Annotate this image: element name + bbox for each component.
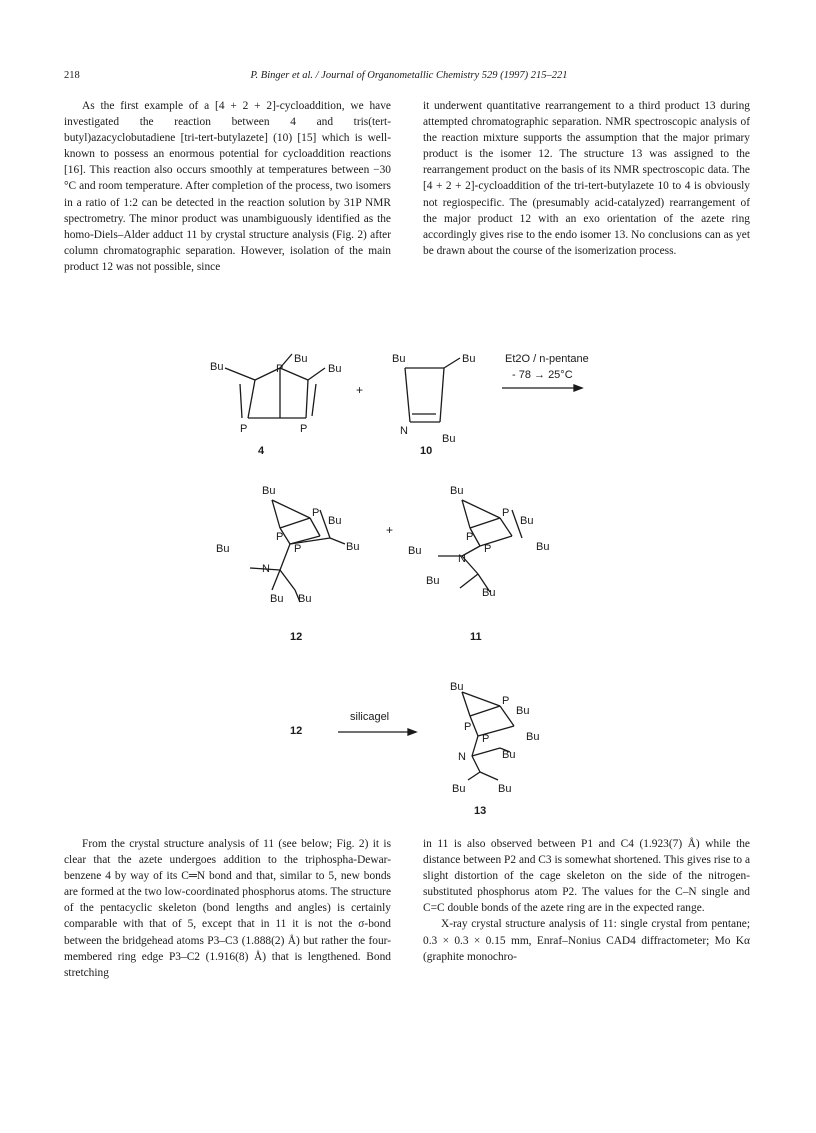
structure-12 [216, 485, 359, 643]
compound-label: 10 [420, 445, 433, 457]
structure-13 [450, 681, 539, 817]
structure-10 [392, 353, 475, 457]
structure-11 [408, 485, 549, 643]
atom-label: N [262, 563, 270, 575]
page-number: 218 [64, 70, 80, 81]
tbu-label: Bu [502, 749, 516, 761]
column-left-top [64, 98, 391, 275]
column-left-bottom [64, 836, 391, 981]
atom-label: P [312, 507, 320, 519]
tbu-label: Bu [328, 515, 342, 527]
plus-sign: + [386, 523, 394, 537]
atom-label: P [482, 733, 490, 745]
running-title: P. Binger et al. / Journal of Organometallic Chemistry 529 (1997) 215–221 [250, 70, 568, 81]
tbu-label: Bu [210, 361, 224, 373]
tbu-label: Bu [294, 353, 308, 365]
column-right-top [423, 98, 750, 259]
reaction-conditions: silicagel [350, 711, 390, 723]
paragraph: As the first example of a [4 + 2 + 2]-cycloaddition, we have investigated the reaction between 4 and tris(tert-butyl)azacyclobutadiene [tri-tert-butylazete] (10) [15] which is well-known to possess an enormous potential for cycloaddition reactions [16]. This reaction also occurs smoothly at temperatures between −30 °C and room temperature. After completion of the process, two isomers in a ratio of 1:2 can be detected in the reaction solution by 31P NMR spectrometry. The minor product was unambiguously identified as the homo-Diels–Alder adduct 11 by crystal structure analysis (Fig. 2) after column chromatographic separation. However, isolation of the main product 12 was not possible, since [64, 100, 391, 273]
column-right-bottom [423, 836, 750, 965]
tbu-label: Bu [516, 705, 530, 717]
tbu-label: Bu [328, 363, 342, 375]
tbu-label: Bu [426, 575, 440, 587]
tbu-label: Bu [482, 587, 496, 599]
tbu-label: Bu [298, 593, 312, 605]
tbu-label: Bu [408, 545, 422, 557]
compound-label: 13 [474, 805, 487, 817]
tbu-label: Bu [498, 783, 512, 795]
reaction-conditions: - 78 → 25°C [512, 369, 573, 381]
atom-label: P [484, 543, 492, 555]
paragraph: X-ray crystal structure analysis of 11: single crystal from pentane; 0.3 × 0.3 × 0.15 mm, Enraf–Nonius CAD4 diffractometer; Mo Kα (graphite monochro- [423, 918, 750, 963]
tbu-label: Bu [392, 353, 406, 365]
paragraph: From the crystal structure analysis of 11 (see below; Fig. 2) it is clear that the azete undergoes addition to the triphospha-Dewar-benzene 4 by way of its C═N bond and that, similar to 5, new bonds are formed at the two low-coordinated phosphorus atoms. The structure of the pentacyclic skeleton (bond lengths and angles) is certainly comparable with that of 5, except that in 11 it is not the σ-bond between the bridgehead atoms P3–C3 (1.888(2) Å) but rather the four-membered ring edge P3–C2 (1.916(8) Å) that is lengthened. Bond stretching [64, 838, 391, 979]
atom-label: P [276, 363, 284, 375]
atom-label: P [466, 531, 474, 543]
reaction-conditions: Et2O / n-pentane [505, 353, 589, 365]
tbu-label: Bu [270, 593, 284, 605]
compound-label: 12 [290, 725, 303, 737]
atom-label: P [502, 507, 510, 519]
atom-label: P [502, 695, 510, 707]
paragraph: in 11 is also observed between P1 and C4 (1.923(7) Å) while the distance between P2 and C3 is somewhat shortened. This gives rise to a slight distortion of the cage skeleton on the side of the nitrogen-substituted phosphorus atom P2. The values for the C–N single and C=C double bonds of the azete ring are in the expected range. [423, 838, 750, 915]
compound-label: 12 [290, 631, 303, 643]
tbu-label: Bu [536, 541, 550, 553]
reaction-scheme [180, 340, 640, 820]
paragraph: it underwent quantitative rearrangement to a third product 13 during attempted chromatographic separation. NMR spectroscopic analysis of the reaction mixture supports the assumption that the major primary product is the isomer 12. The structure 13 was assigned to the rearrangement product on the basis of its NMR spectroscopic data. The [4 + 2 + 2]-cycloaddition of the tri-tert-butylazete 10 to 4 is obviously not regiospecific. The (presumably acid-catalyzed) rearrangement of the major product 12 with an exo orientation of the azete ring accordingly gives rise to the endo isomer 13. No conclusions can as yet be drawn about the course of the isomerization process. [423, 100, 750, 257]
atom-label: P [294, 543, 302, 555]
tbu-label: Bu [450, 681, 464, 693]
tbu-label: Bu [462, 353, 476, 365]
tbu-label: Bu [442, 433, 456, 445]
tbu-label: Bu [216, 543, 230, 555]
atom-label: N [458, 553, 466, 565]
plus-sign: + [356, 383, 364, 397]
atom-label: P [276, 531, 284, 543]
tbu-label: Bu [262, 485, 276, 497]
atom-label: P [300, 423, 308, 435]
tbu-label: Bu [452, 783, 466, 795]
atom-label: P [464, 721, 472, 733]
tbu-label: Bu [346, 541, 360, 553]
atom-label: N [400, 425, 408, 437]
structure-4 [210, 353, 341, 457]
tbu-label: Bu [450, 485, 464, 497]
tbu-label: Bu [526, 731, 540, 743]
atom-label: P [240, 423, 248, 435]
compound-label: 11 [470, 631, 482, 643]
compound-label: 4 [258, 445, 265, 457]
page-header [64, 70, 754, 84]
atom-label: N [458, 751, 466, 763]
tbu-label: Bu [520, 515, 534, 527]
